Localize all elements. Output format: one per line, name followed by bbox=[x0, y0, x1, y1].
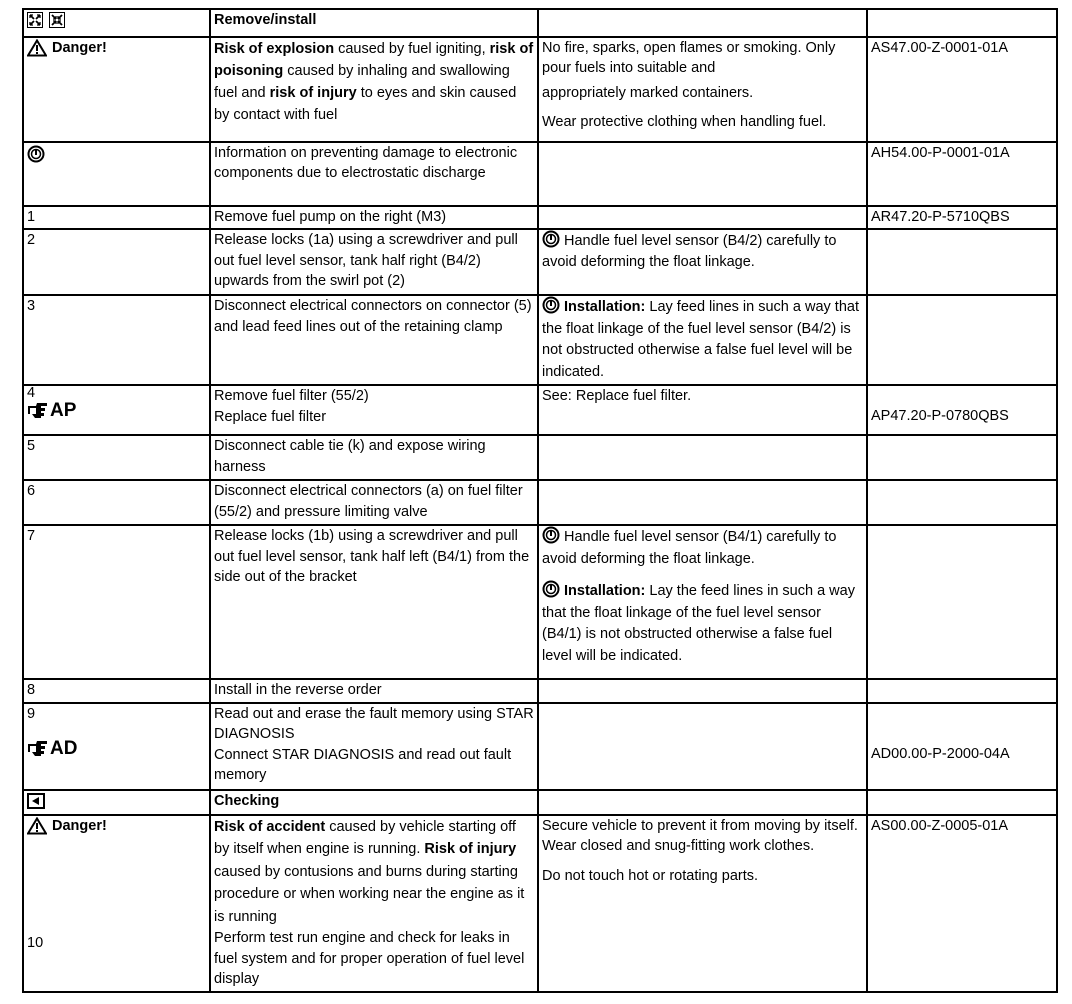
step-number: 9 bbox=[27, 705, 36, 722]
document-reference[interactable]: AP47.20-P-0780QBS bbox=[871, 408, 1009, 424]
info-notice-icon bbox=[27, 145, 45, 163]
step-row-5 bbox=[23, 435, 1057, 480]
danger-label: Danger! bbox=[27, 816, 107, 837]
step-text: Connect STAR DIAGNOSIS and read out fault memory bbox=[214, 746, 512, 783]
pointing-hand-icon bbox=[27, 740, 49, 758]
section-header-checking bbox=[23, 790, 1057, 815]
step-number: 2 bbox=[23, 229, 210, 295]
warning-triangle-icon bbox=[27, 39, 47, 57]
esd-info-row bbox=[23, 142, 1057, 206]
danger-measures: Secure vehicle to prevent it from moving by itself. Wear closed and snug-fitting work clothes. Do not touch hot or rotating parts. bbox=[538, 815, 867, 992]
step-text: Replace fuel filter bbox=[214, 408, 327, 425]
step-text: Disconnect electrical connectors (a) on fuel filter (55/2) and pressure limiting valve bbox=[210, 480, 538, 525]
info-notice-icon bbox=[542, 526, 560, 544]
remove-install-icons-cell bbox=[23, 9, 210, 37]
danger-label: Danger! bbox=[27, 38, 107, 59]
checking-title: Checking bbox=[210, 790, 538, 815]
danger-description: Risk of accident caused by vehicle starting off by itself when engine is running. Risk of injury caused by contusions and burns during starting procedure or when working near the engine as it is running bbox=[214, 818, 525, 925]
step-row-7 bbox=[23, 525, 1057, 679]
danger-row-fuel bbox=[23, 37, 1057, 142]
warning-triangle-icon bbox=[27, 817, 47, 835]
step-note: Handle fuel level sensor (B4/2) carefully to avoid deforming the float linkage. bbox=[538, 229, 867, 295]
step-number: 3 bbox=[23, 295, 210, 385]
danger-row-accident bbox=[23, 815, 1057, 992]
ap-link[interactable]: AP bbox=[27, 400, 76, 422]
checking-icon bbox=[27, 793, 45, 809]
step-text: Release locks (1a) using a screwdriver and pull out fuel level sensor, tank half right (B4/2) upwards from the swirl pot (2) bbox=[210, 229, 538, 295]
document-reference[interactable]: AS00.00-Z-0005-01A bbox=[867, 815, 1057, 992]
step-row-2 bbox=[23, 229, 1057, 295]
procedure-table bbox=[22, 8, 1058, 993]
step-number: 6 bbox=[23, 480, 210, 525]
step-text: Disconnect electrical connectors on connector (5) and lead feed lines out of the retaining clamp bbox=[210, 295, 538, 385]
danger-description: Risk of explosion caused by fuel igniting, risk of poisoning caused by inhaling and swallowing fuel and risk of injury to eyes and skin caused by contact with fuel bbox=[210, 37, 538, 142]
danger-measures: No fire, sparks, open flames or smoking. Only pour fuels into suitable and appropriately marked containers. Wear protective clothing when handling fuel. bbox=[538, 37, 867, 142]
step-row-8 bbox=[23, 679, 1057, 703]
step-text: Disconnect cable tie (k) and expose wiring harness bbox=[210, 435, 538, 480]
remove-install-icon bbox=[49, 12, 65, 28]
step-row-3 bbox=[23, 295, 1057, 385]
document-reference[interactable]: AR47.20-P-5710QBS bbox=[867, 206, 1057, 230]
section-header-remove-install bbox=[23, 9, 1057, 37]
step-row-1 bbox=[23, 206, 1057, 230]
step-text: Perform test run engine and check for leaks in fuel system and for proper operation of fuel level display bbox=[214, 930, 525, 987]
ad-link[interactable]: AD bbox=[27, 738, 77, 760]
step-number: 10 bbox=[27, 935, 44, 952]
step-note: Handle fuel level sensor (B4/1) carefully to avoid deforming the float linkage. Installation: Lay the feed lines in such a way that the float linkage of the fuel level sensor (B4/1) is not obstructed otherwise a false fuel level will be indicated. bbox=[538, 525, 867, 679]
step-number: 4 bbox=[27, 385, 36, 401]
step-note: Installation: Lay feed lines in such a way that the float linkage of the fuel level sensor (B4/2) is not obstructed otherwise a false fuel level will be indicated. bbox=[538, 295, 867, 385]
step-note[interactable]: See: Replace fuel filter. bbox=[538, 385, 867, 435]
step-number: 1 bbox=[23, 206, 210, 230]
remove-install-title: Remove/install bbox=[210, 9, 538, 37]
step-text: Release locks (1b) using a screwdriver and pull out fuel level sensor, tank half left (B4/1) from the side out of the bracket bbox=[210, 525, 538, 679]
document-reference[interactable]: AS47.00-Z-0001-01A bbox=[867, 37, 1057, 142]
step-number: 5 bbox=[23, 435, 210, 480]
remove-install-icon bbox=[27, 12, 43, 28]
step-row-4 bbox=[23, 385, 1057, 435]
document-reference[interactable]: AH54.00-P-0001-01A bbox=[867, 142, 1057, 206]
info-notice-icon bbox=[542, 296, 560, 314]
step-number: 7 bbox=[23, 525, 210, 679]
step-text: Remove fuel pump on the right (M3) bbox=[210, 206, 538, 230]
step-text: Install in the reverse order bbox=[210, 679, 538, 703]
info-notice-icon bbox=[542, 230, 560, 248]
step-row-9 bbox=[23, 703, 1057, 790]
document-reference[interactable]: AD00.00-P-2000-04A bbox=[871, 745, 1010, 762]
step-text: Read out and erase the fault memory using STAR DIAGNOSIS bbox=[214, 705, 534, 742]
info-notice-icon bbox=[542, 580, 560, 598]
step-text: Remove fuel filter (55/2) bbox=[214, 388, 369, 404]
step-number: 8 bbox=[23, 679, 210, 703]
esd-info-text: Information on preventing damage to electronic components due to electrostatic discharge bbox=[210, 142, 538, 206]
pointing-hand-icon bbox=[27, 402, 49, 420]
step-row-6 bbox=[23, 480, 1057, 525]
